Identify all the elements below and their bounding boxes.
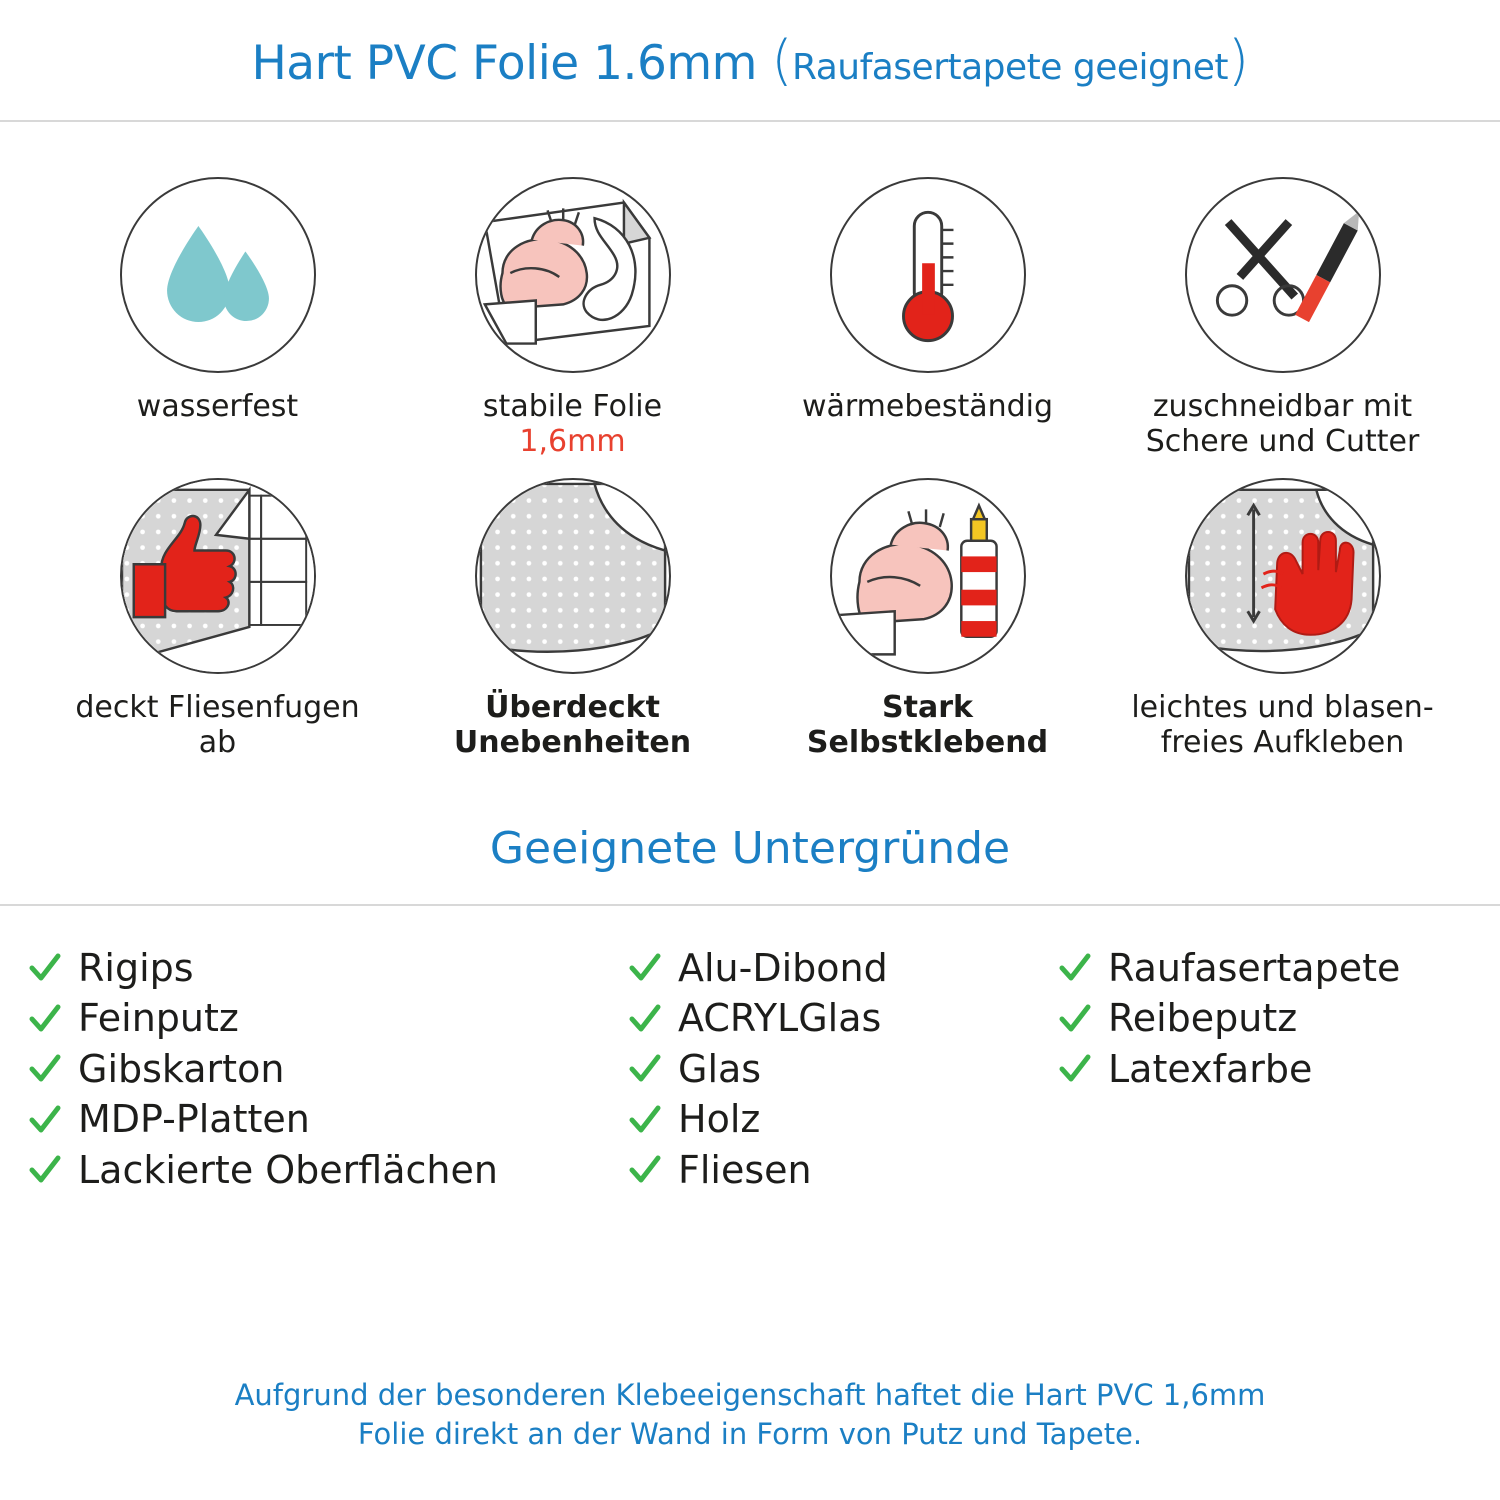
hand-smoothing-icon bbox=[1187, 478, 1379, 674]
check-icon bbox=[628, 1103, 662, 1137]
section-subtitle: Geeignete Untergründe bbox=[489, 822, 1011, 874]
list-item-label: Feinputz bbox=[78, 996, 239, 1041]
substrate-list bbox=[0, 906, 1500, 1195]
page-title-main: Hart PVC Folie 1.6mm bbox=[251, 35, 757, 91]
feature-caption-thickness: 1,6mm bbox=[519, 424, 626, 460]
list-item-label: Fliesen bbox=[678, 1148, 812, 1193]
feature-icon-circle bbox=[475, 478, 671, 674]
feature-item bbox=[750, 177, 1105, 460]
list-item bbox=[1058, 1045, 1472, 1094]
feature-caption: wärmebeständig bbox=[801, 389, 1054, 424]
footer-note-line-1: Aufgrund der besonderen Klebeeigenschaft haftet die Hart PVC 1,6mm bbox=[234, 1377, 1266, 1412]
list-item bbox=[628, 944, 1058, 993]
list-item-label: Latexfarbe bbox=[1108, 1046, 1313, 1091]
feature-item bbox=[750, 478, 1105, 761]
list-item bbox=[1058, 944, 1472, 993]
thumbs-up-tile-icon bbox=[122, 478, 314, 674]
feature-caption: deckt Fliesenfugen ab bbox=[75, 689, 360, 761]
check-icon bbox=[628, 951, 662, 985]
check-icon bbox=[1058, 1002, 1092, 1036]
feature-caption: Überdeckt Unebenheiten bbox=[453, 689, 692, 761]
list-item-label: Holz bbox=[678, 1097, 761, 1142]
list-item-label: Glas bbox=[678, 1046, 762, 1091]
feature-caption: Stark Selbstklebend bbox=[806, 689, 1049, 761]
list-item bbox=[628, 1095, 1058, 1144]
list-item-label: Reibeputz bbox=[1108, 996, 1298, 1041]
list-item bbox=[28, 944, 628, 993]
check-icon bbox=[28, 1002, 62, 1036]
arm-glue-tube-icon bbox=[832, 478, 1024, 674]
footer-note-line-2: Folie direkt an der Wand in Form von Putz und Tapete. bbox=[357, 1416, 1143, 1451]
list-item bbox=[628, 994, 1058, 1043]
check-icon bbox=[28, 1052, 62, 1086]
peeling-foil-icon bbox=[477, 478, 669, 674]
feature-caption: leichtes und blasen- freies Aufkleben bbox=[1131, 689, 1434, 761]
feature-icon-circle bbox=[1185, 177, 1381, 373]
water-drops-icon bbox=[122, 177, 314, 373]
feature-icon-circle bbox=[830, 177, 1026, 373]
feature-item bbox=[1105, 478, 1460, 761]
check-icon bbox=[28, 1103, 62, 1137]
list-item bbox=[28, 1146, 628, 1195]
feature-caption: wasserfest bbox=[136, 389, 299, 424]
section-divider bbox=[0, 823, 1500, 906]
list-item-label: Rigips bbox=[78, 945, 194, 990]
page-title-sub: Raufasertapete geeignet bbox=[791, 46, 1228, 88]
list-item bbox=[628, 1045, 1058, 1094]
feature-icon-circle bbox=[1185, 478, 1381, 674]
feature-item bbox=[395, 177, 750, 460]
list-item-label: Gibskarton bbox=[78, 1046, 285, 1091]
list-item-label: Raufasertapete bbox=[1108, 945, 1401, 990]
thermometer-icon bbox=[832, 177, 1024, 373]
check-icon bbox=[628, 1153, 662, 1187]
check-icon bbox=[628, 1052, 662, 1086]
feature-icon-circle bbox=[120, 177, 316, 373]
feature-icon-circle bbox=[830, 478, 1026, 674]
list-item bbox=[28, 1095, 628, 1144]
feature-item bbox=[1105, 177, 1460, 460]
list-item-label: Lackierte Oberflächen bbox=[78, 1148, 498, 1193]
feature-grid bbox=[0, 122, 1500, 761]
feature-caption-text: stabile Folie bbox=[482, 389, 663, 424]
substrate-column-2 bbox=[628, 944, 1058, 1195]
page-title bbox=[251, 29, 1248, 92]
feature-item bbox=[40, 177, 395, 460]
list-item bbox=[1058, 994, 1472, 1043]
feature-icon-circle bbox=[475, 177, 671, 373]
check-icon bbox=[28, 1153, 62, 1187]
footer-note bbox=[0, 1376, 1500, 1454]
list-item-label: MDP-Platten bbox=[78, 1097, 310, 1142]
check-icon bbox=[628, 1002, 662, 1036]
feature-caption: zuschneidbar mit Schere und Cutter bbox=[1145, 389, 1420, 460]
check-icon bbox=[28, 951, 62, 985]
check-icon bbox=[1058, 951, 1092, 985]
page-header bbox=[0, 0, 1500, 122]
list-item-label: Alu-Dibond bbox=[678, 945, 888, 990]
feature-caption bbox=[483, 389, 662, 460]
substrate-column-1 bbox=[28, 944, 628, 1195]
flexing-arm-foil-icon bbox=[477, 177, 669, 373]
check-icon bbox=[1058, 1052, 1092, 1086]
paren-open: ( bbox=[771, 28, 792, 92]
list-item-label: ACRYLGlas bbox=[678, 996, 882, 1041]
substrate-column-3 bbox=[1058, 944, 1472, 1195]
list-item bbox=[28, 994, 628, 1043]
feature-item bbox=[40, 478, 395, 761]
list-item bbox=[628, 1146, 1058, 1195]
scissors-cutter-icon bbox=[1187, 177, 1379, 373]
feature-item bbox=[395, 478, 750, 761]
paren-close: ) bbox=[1227, 28, 1249, 92]
feature-icon-circle bbox=[120, 478, 316, 674]
list-item bbox=[28, 1045, 628, 1094]
